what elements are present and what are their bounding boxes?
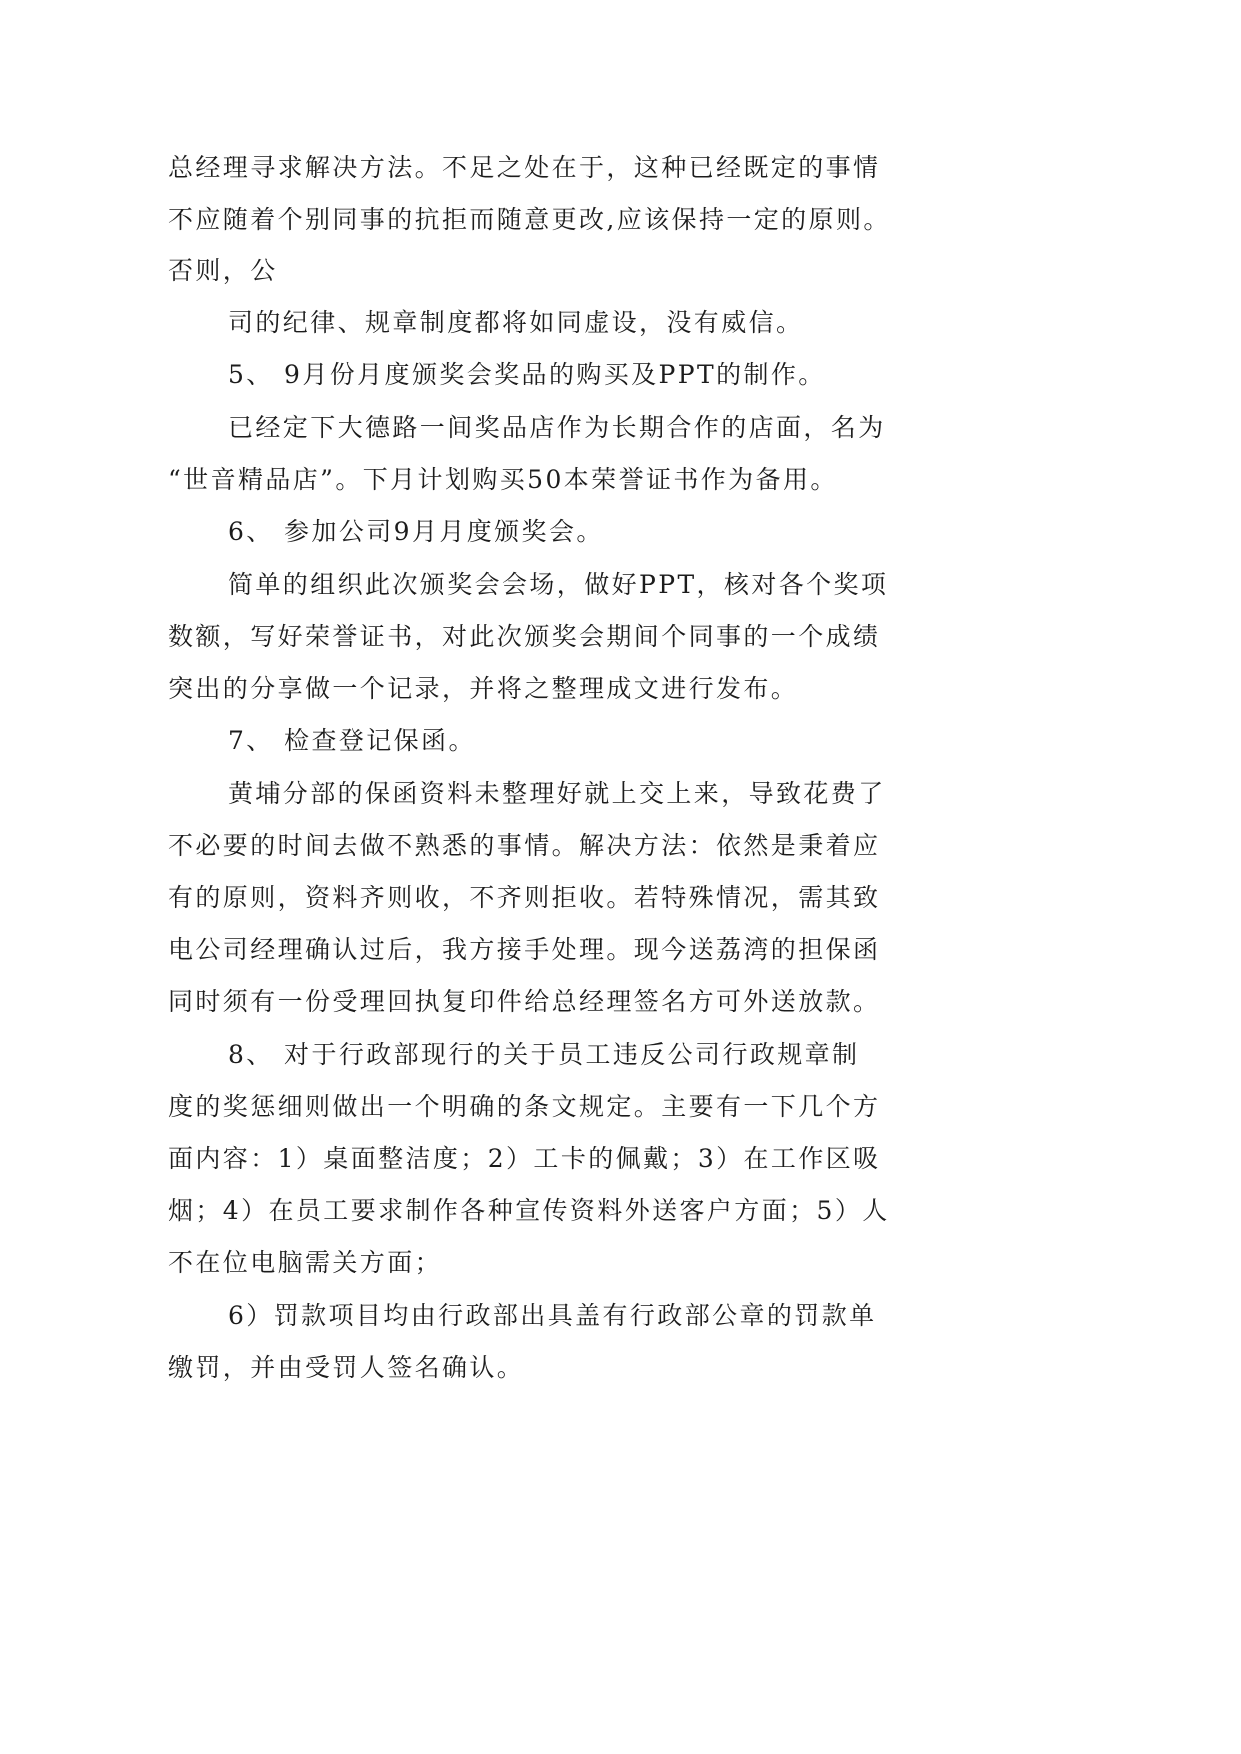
text-line: 不在位电脑需关方面； <box>168 1248 443 1277</box>
text-line: 司的纪律、规章制度都将如同虚设，没有威信。 <box>228 308 804 337</box>
list-item-heading: 8、 对于行政部现行的关于员工违反公司行政规章制 <box>228 1040 860 1069</box>
text-line: 数额，写好荣誉证书，对此次颁奖会期间个同事的一个成绩 <box>168 622 881 651</box>
text-line: 已经定下大德路一间奖品店作为长期合作的店面，名为 <box>228 413 886 442</box>
text-line: 有的原则，资料齐则收，不齐则拒收。若特殊情况，需其致 <box>168 883 881 912</box>
text-line: “世音精品店”。下月计划购买50本荣誉证书作为备用。 <box>168 465 838 494</box>
text-line: 6）罚款项目均由行政部出具盖有行政部公章的罚款单 <box>228 1301 877 1330</box>
text-line: 同时须有一份受理回执复印件给总经理签名方可外送放款。 <box>168 987 881 1016</box>
text-line: 电公司经理确认过后，我方接手处理。现今送荔湾的担保函 <box>168 935 881 964</box>
text-line: 不应随着个别同事的抗拒而随意更改,应该保持一定的原则。 <box>168 205 891 234</box>
text-line: 不必要的时间去做不熟悉的事情。解决方法：依然是秉着应 <box>168 831 881 860</box>
text-line: 烟；4）在员工要求制作各种宣传资料外送客户方面；5）人 <box>168 1196 890 1225</box>
text-line: 总经理寻求解决方法。不足之处在于，这种已经既定的事情 <box>168 153 881 182</box>
text-line: 否则，公 <box>168 256 278 285</box>
list-item-heading: 5、 9月份月度颁奖会奖品的购买及PPT的制作。 <box>228 360 826 389</box>
text-line: 缴罚，并由受罚人签名确认。 <box>168 1353 525 1382</box>
list-item-heading: 6、 参加公司9月月度颁奖会。 <box>228 517 604 546</box>
list-item-heading: 7、 检查登记保函。 <box>228 726 476 755</box>
text-line: 突出的分享做一个记录，并将之整理成文进行发布。 <box>168 674 799 703</box>
text-line: 黄埔分部的保函资料未整理好就上交上来，导致花费了 <box>228 779 886 808</box>
text-line: 简单的组织此次颁奖会会场，做好PPT，核对各个奖项 <box>228 570 889 599</box>
text-line: 面内容：1）桌面整洁度；2）工卡的佩戴；3）在工作区吸 <box>168 1144 881 1173</box>
text-line: 度的奖惩细则做出一个明确的条文规定。主要有一下几个方 <box>168 1092 881 1121</box>
